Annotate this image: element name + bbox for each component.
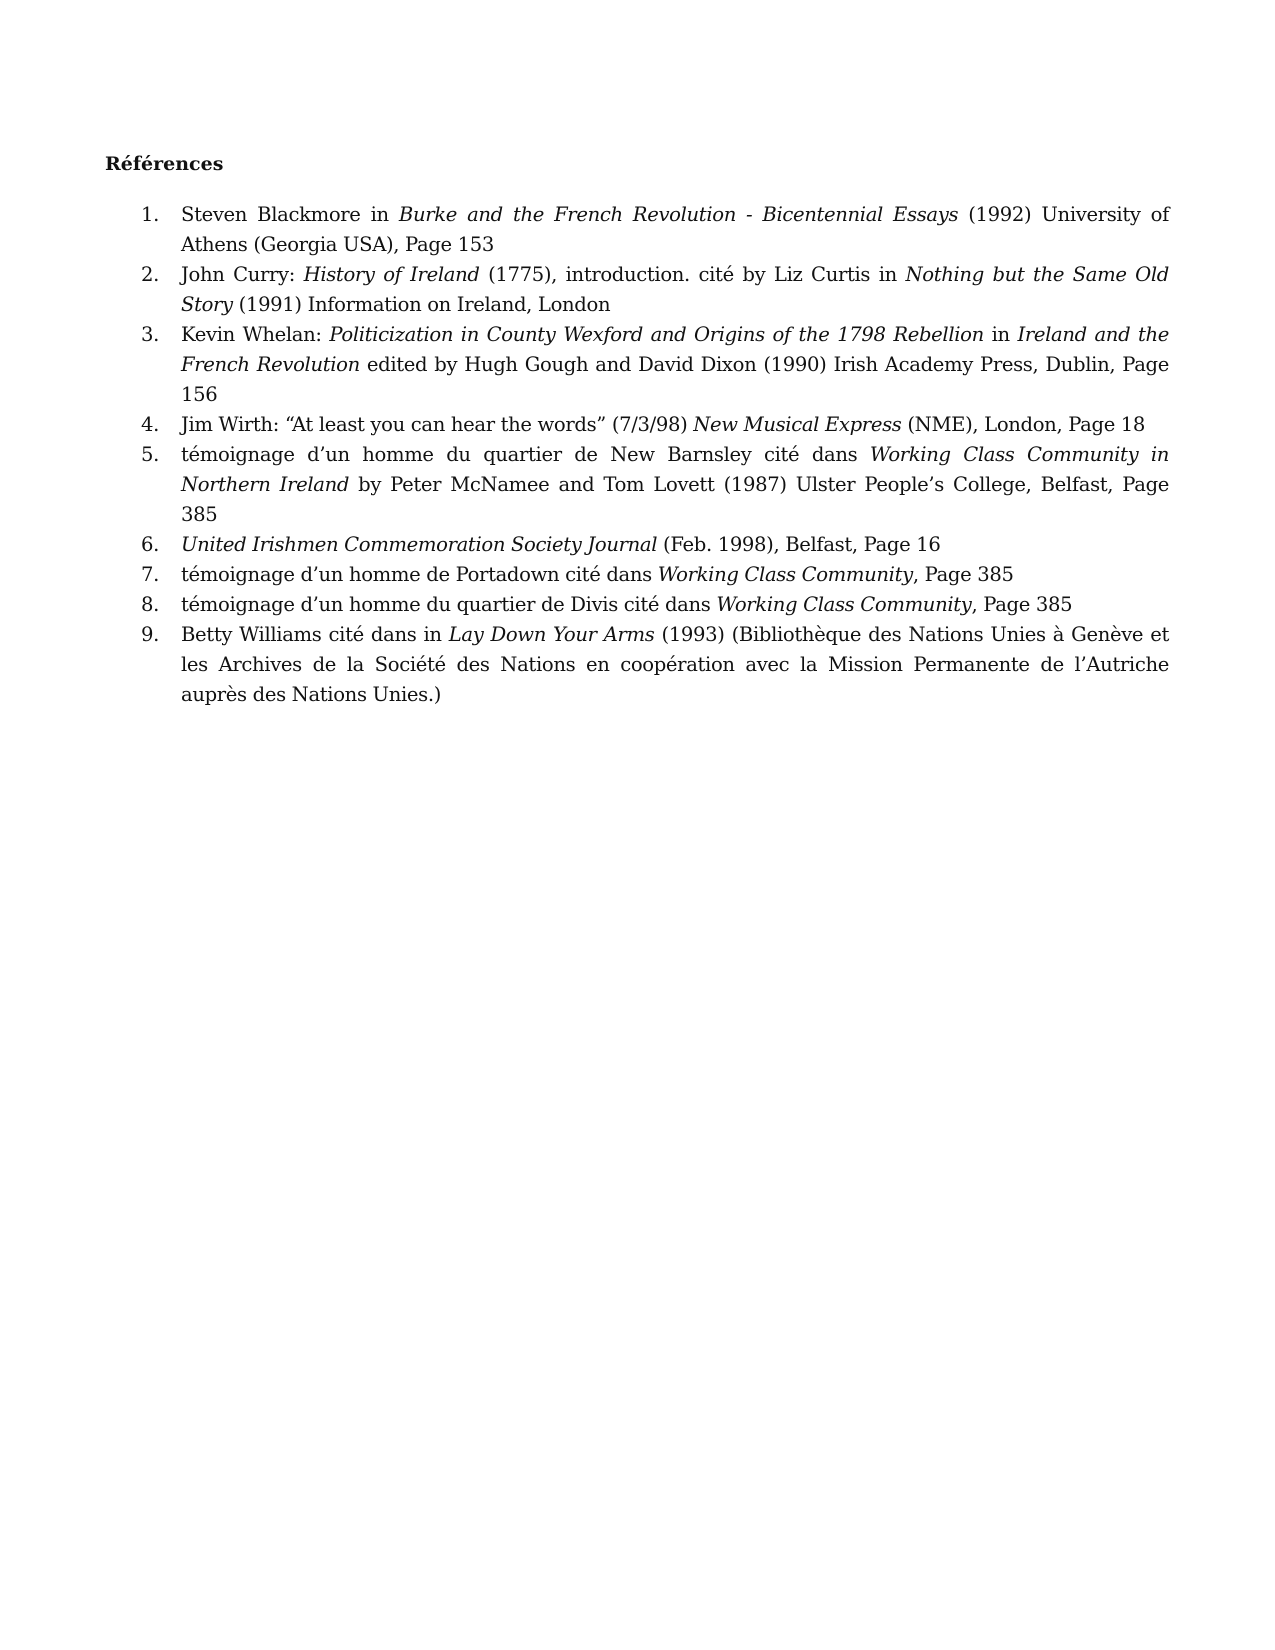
reference-title: Working Class Community — [716, 593, 972, 616]
reference-item — [141, 410, 1169, 440]
reference-text: témoignage d’un homme de Portadown cité dans — [181, 563, 658, 586]
reference-title: History of Ireland — [303, 263, 480, 286]
reference-title: Working Class Community — [657, 563, 913, 586]
reference-number: 3. — [141, 323, 159, 346]
reference-title: Ireland and the French Revolution — [181, 323, 1169, 376]
reference-text: (1991) Information on Ireland, London — [232, 293, 611, 316]
reference-number: 6. — [141, 533, 159, 556]
reference-item — [141, 320, 1169, 410]
reference-title: Lay Down Your Arms — [448, 623, 655, 646]
reference-title: Nothing but the Same Old Story — [181, 263, 1169, 316]
reference-text: témoignage d’un homme du quartier de New Barnsley cité dans — [181, 443, 870, 466]
reference-title: United Irishmen Commemoration Society Journal — [181, 533, 658, 556]
reference-item — [141, 260, 1169, 320]
reference-text: (1993) (Bibliothèque des Nations Unies à Genève et les Archives de la Société des Nations en coopération avec la Mission Permanente de l’Autriche auprès des Nations Unies.) — [181, 623, 1169, 706]
reference-number: 2. — [141, 263, 159, 286]
reference-item — [141, 620, 1169, 710]
reference-text: (NME), London, Page 18 — [901, 413, 1146, 436]
reference-text: , Page 385 — [912, 563, 1014, 586]
page-title: Références — [105, 153, 224, 175]
reference-item — [141, 440, 1170, 530]
reference-title: Working Class Community in Northern Ireland — [181, 443, 1170, 496]
reference-text: témoignage d’un homme du quartier de Divis cité dans — [181, 593, 717, 616]
reference-number: 9. — [141, 623, 159, 646]
reference-title: New Musical Express — [693, 413, 902, 436]
reference-title: Burke and the French Revolution - Bicentennial Essays — [398, 203, 959, 226]
reference-text: Jim Wirth: “At least you can hear the words” (7/3/98) — [181, 413, 694, 436]
reference-text: in — [983, 323, 1018, 346]
reference-item — [141, 530, 1169, 560]
reference-title: Politicization in County Wexford and Origins of the 1798 Rebellion — [329, 323, 984, 346]
reference-text: Betty Williams cité dans in — [181, 623, 449, 646]
reference-text: Kevin Whelan: — [181, 323, 330, 346]
reference-item — [141, 200, 1170, 260]
reference-text: (Feb. 1998), Belfast, Page 16 — [657, 533, 941, 556]
reference-text: edited by Hugh Gough and David Dixon (1990) Irish Academy Press, Dublin, Page 156 — [181, 353, 1169, 406]
reference-number: 4. — [141, 413, 159, 436]
reference-text: Steven Blackmore in — [181, 203, 399, 226]
reference-item — [141, 590, 1169, 620]
reference-number: 1. — [141, 203, 159, 226]
reference-text: John Curry: — [181, 263, 304, 286]
reference-item — [141, 560, 1169, 590]
reference-number: 7. — [141, 563, 159, 586]
reference-text: by Peter McNamee and Tom Lovett (1987) Ulster People’s College, Belfast, Page 385 — [181, 473, 1170, 526]
reference-text: (1992) University of Athens (Georgia USA), Page 153 — [181, 203, 1170, 256]
reference-number: 5. — [141, 443, 159, 466]
reference-text: , Page 385 — [971, 593, 1073, 616]
reference-number: 8. — [141, 593, 159, 616]
references-list — [141, 200, 1170, 710]
reference-text: (1775), introduction. cité by Liz Curtis in — [479, 263, 906, 286]
